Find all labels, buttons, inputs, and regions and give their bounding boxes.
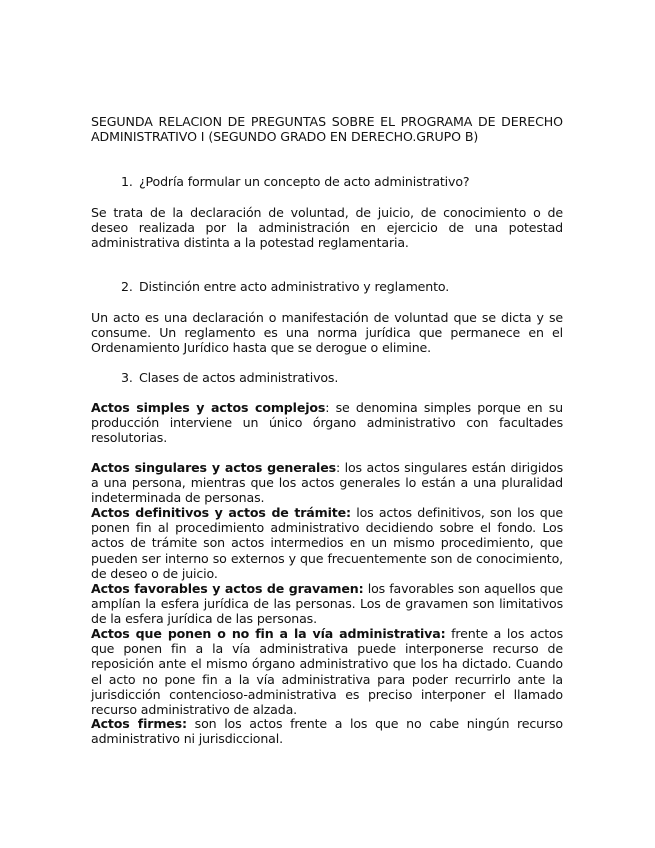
class-description: frente a los actos que ponen fin a la vía administrativa puede interponerse recurso de reposición ante el mismo órgano administrativo que los ha dictado. Cuando el acto no pone fin a la vía administrativa para poder recurrirlo ante la jurisdicción contencioso-administrativa es preciso interponer el llamado recurso administrativo de alzada.: [91, 626, 563, 718]
class-item-firmes: [91, 716, 563, 746]
class-item-simples-complejos: [91, 400, 563, 446]
document-title: SEGUNDA RELACION DE PREGUNTAS SOBRE EL PROGRAMA DE DERECHO ADMINISTRATIVO I (SEGUNDO GRADO EN DERECHO.GRUPO B): [91, 114, 563, 145]
class-description: son los actos frente a los que no cabe ningún recurso administrativo ni jurisdiccional.: [91, 716, 563, 747]
class-description: : los actos singulares están dirigidos a una persona, mientras que los actos generales lo están a una pluralidad indeterminada de personas.: [91, 460, 564, 506]
class-description: los actos definitivos, son los que ponen fin al procedimiento administrativo decidiendo sobre el fondo. Los actos de trámite son actos intermedios en un mismo procedimiento, que pueden ser interno so externos y que frecuentemente son de conocimiento, de deseo o de juicio.: [91, 505, 563, 581]
class-term: Actos simples y actos complejos: [91, 400, 326, 415]
question-number: 3.: [121, 370, 133, 385]
class-description: los favorables son aquellos que amplían la esfera jurídica de las personas. Los de gravamen son limitativos de la esfera jurídica de las personas.: [91, 581, 563, 627]
class-term: Actos favorables y actos de gravamen:: [91, 581, 364, 596]
class-description: : se denomina simples porque en su producción interviene un único órgano administrativo con facultades resolutorias.: [91, 400, 563, 446]
question-number: 2.: [121, 279, 133, 294]
answer-1: Se trata de la declaración de voluntad, de juicio, de conocimiento o de deseo realizada por la administración en ejercicio de una potestad administrativa distinta a la potestad reglamentaria.: [91, 205, 563, 251]
class-term: Actos singulares y actos generales: [91, 460, 336, 475]
class-term: Actos definitivos y actos de trámite:: [91, 505, 351, 520]
class-item-singulares-generales: [91, 460, 563, 506]
question-number: 1.: [121, 174, 133, 189]
class-term: Actos que ponen o no fin a la vía administrativa:: [91, 626, 446, 641]
question-text: Clases de actos administrativos.: [139, 370, 339, 385]
class-item-definitivos-tramite: [91, 505, 563, 581]
class-item-via-administrativa: [91, 626, 563, 717]
class-item-favorables-gravamen: [91, 581, 563, 627]
answer-2: Un acto es una declaración o manifestación de voluntad que se dicta y se consume. Un reglamento es una norma jurídica que permanece en el Ordenamiento Jurídico hasta que se derogue o elimine.: [91, 310, 563, 356]
question-text: ¿Podría formular un concepto de acto administrativo?: [139, 174, 470, 189]
question-text: Distinción entre acto administrativo y reglamento.: [139, 279, 450, 294]
class-term: Actos firmes:: [91, 716, 187, 731]
